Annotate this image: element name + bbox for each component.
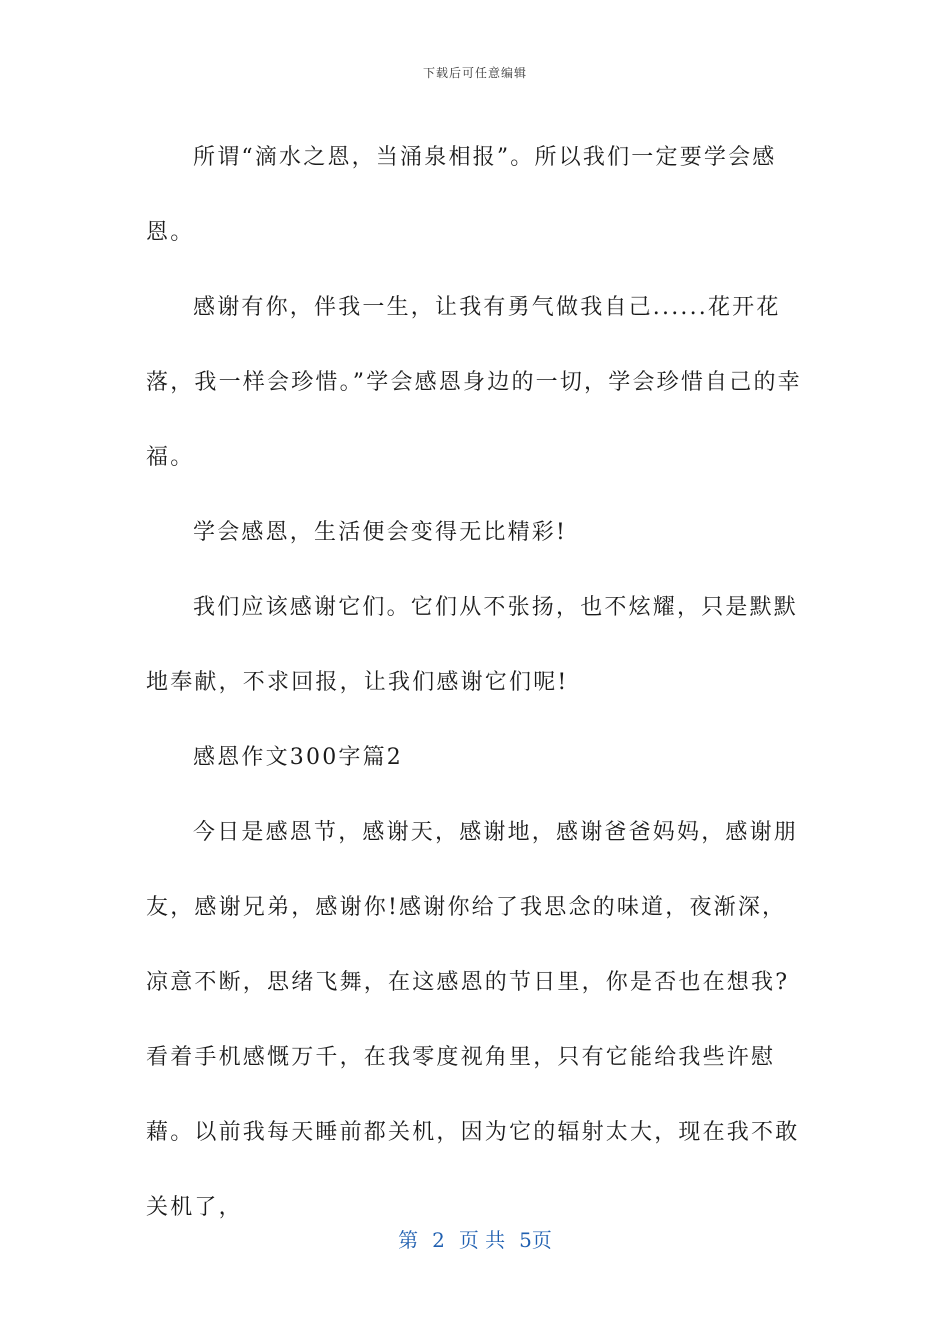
footer-total-pages: 5 <box>519 1228 532 1252</box>
paragraph-4: 我们应该感谢它们。它们从不张扬，也不炫耀，只是默默地奉献，不求回报，让我们感谢它们呢! <box>146 595 799 695</box>
paragraph-5: 今日是感恩节，感谢天，感谢地，感谢爸爸妈妈，感谢朋友，感谢兄弟，感谢你!感谢你给了我思念的味道，夜渐深，凉意不断，思绪飞舞，在这感恩的节日里，你是否也在想我?看着手机感慨万千，在我零度视角里，只有它能给我些许慰藉。以前我每天睡前都关机，因为它的辐射太大，现在我不敢关机了， <box>146 820 800 1220</box>
footer-middle: 页 共 <box>458 1228 506 1252</box>
paragraph-3: 学会感恩，生活便会变得无比精彩! <box>193 520 568 545</box>
header-note: 下载后可任意编辑 <box>422 66 527 80</box>
page-footer <box>0 1224 950 1253</box>
section-heading: 感恩作文300字篇2 <box>193 745 403 770</box>
paragraph-1: 所谓“滴水之恩，当涌泉相报”。所以我们一定要学会感恩。 <box>146 145 777 245</box>
footer-suffix: 页 <box>531 1228 552 1252</box>
footer-prefix: 第 <box>398 1228 419 1252</box>
document-body <box>146 120 806 1245</box>
footer-current-page: 2 <box>432 1228 445 1252</box>
paragraph-2: 感谢有你，伴我一生，让我有勇气做我自己......花开花落，我一样会珍惜。”学会感恩身边的一切，学会珍惜自己的幸福。 <box>146 295 802 470</box>
